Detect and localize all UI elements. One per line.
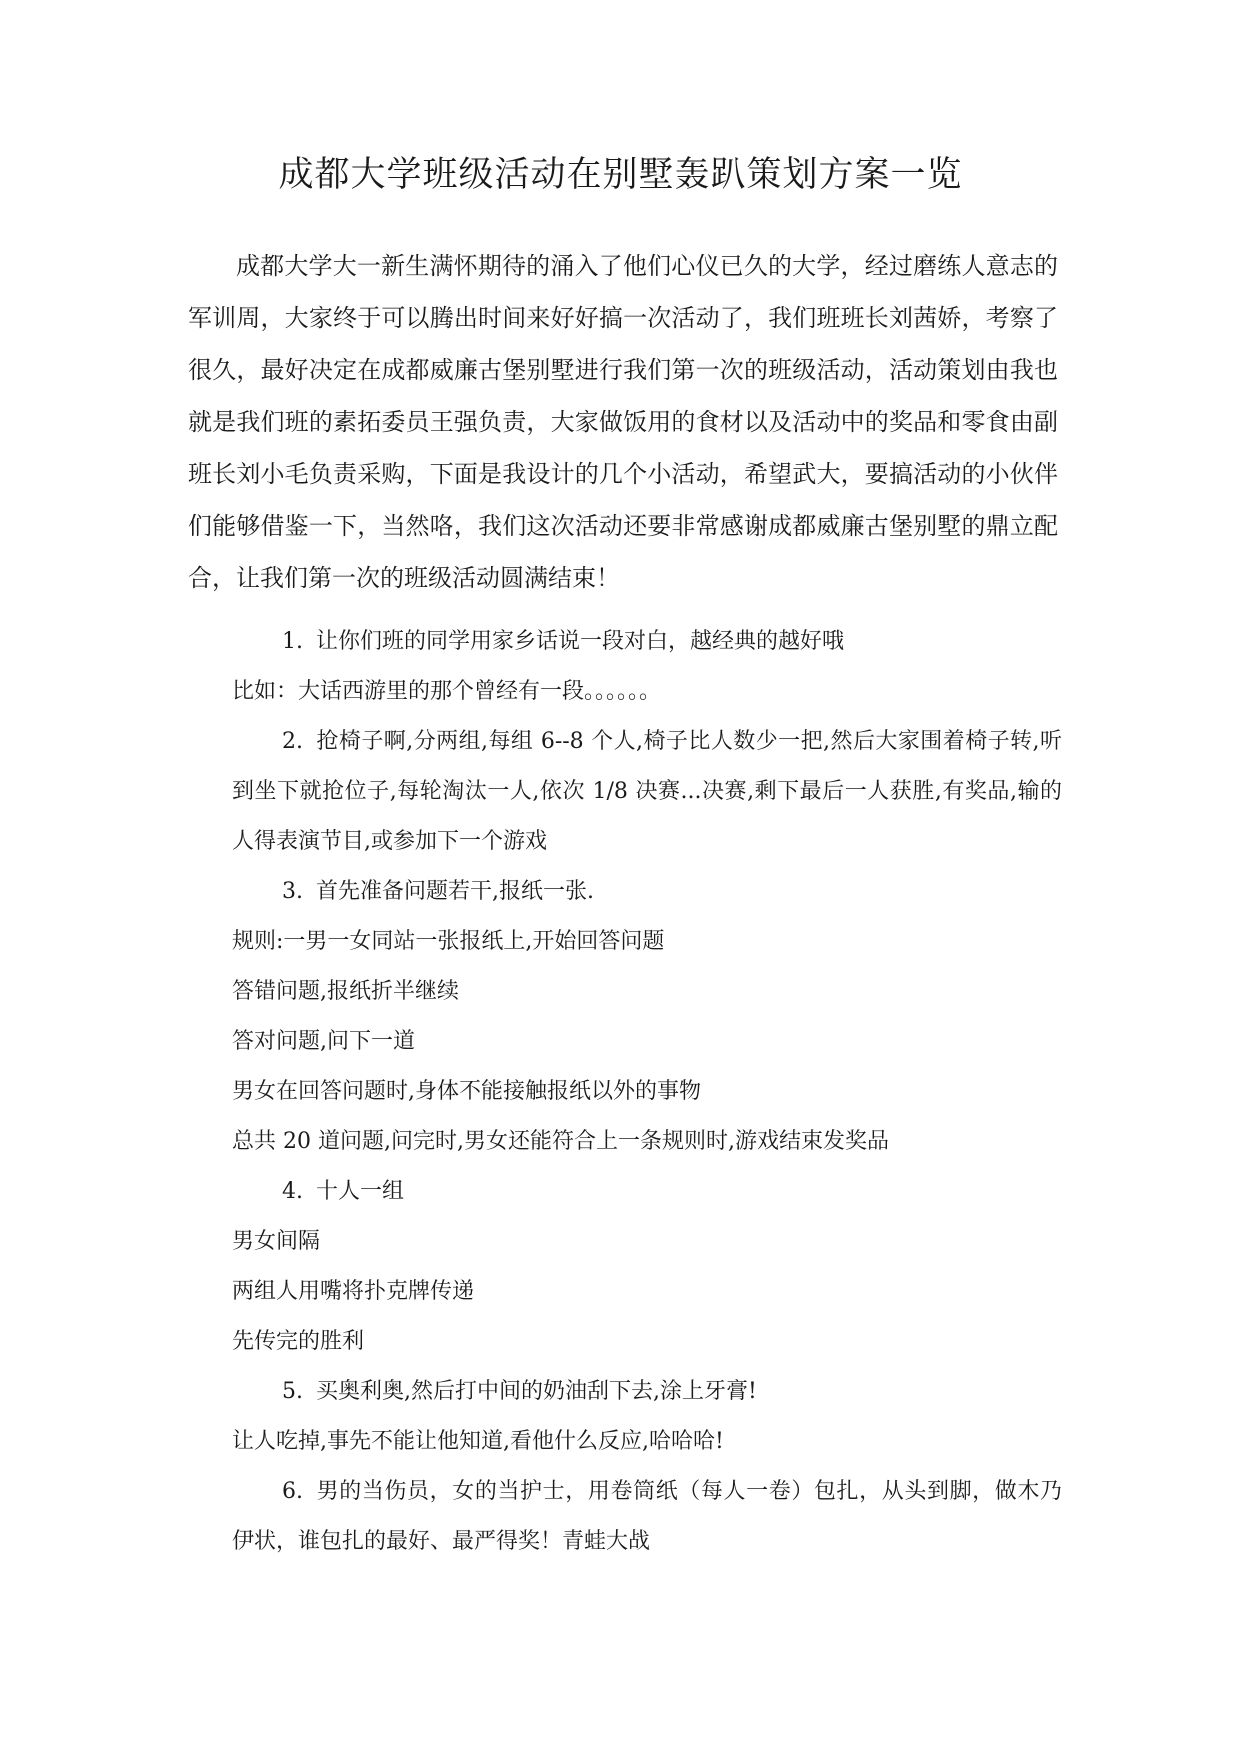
list-item: [232, 1167, 1062, 1217]
list-item: [232, 1367, 1062, 1417]
item-detail: 男女间隔: [232, 1229, 321, 1254]
item-detail: 规则:一男一女同站一张报纸上,开始回答问题: [232, 929, 665, 954]
list-item: [232, 717, 1062, 867]
item-detail: 答对问题,问下一道: [232, 1029, 415, 1054]
item-detail: 答错问题,报纸折半继续: [232, 979, 459, 1004]
item-text: 抢椅子啊,分两组,每组 6--8 个人,椅子比人数少一把,然后大家围着椅子转,听到坐下就抢位子,每轮淘汰一人,依次 1/8 决赛...决赛,剩下最后一人获胜,有奖品,输的人得表演节目,或参加下一个游戏: [232, 729, 1062, 854]
item-detail: 先传完的胜利: [232, 1329, 365, 1354]
document-title: 成都大学班级活动在别墅轰趴策划方案一览: [278, 155, 963, 195]
intro-paragraph: 成都大学大一新生满怀期待的涌入了他们心仪已久的大学，经过磨练人意志的军训周，大家终于可以腾出时间来好好搞一次活动了，我们班班长刘茜娇，考察了很久，最好决定在成都威廉古堡别墅进行我们第一次的班级活动，活动策划由我也就是我们班的素拓委员王强负责，大家做饭用的食材以及活动中的奖品和零食由副班长刘小毛负责采购，下面是我设计的几个小活动，希望武大，要搞活动的小伙伴们能够借鉴一下，当然咯，我们这次活动还要非常感谢成都威廉古堡别墅的鼎立配合，让我们第一次的班级活动圆满结束！: [188, 252, 1058, 592]
item-number: 6.: [282, 1479, 303, 1504]
list-item: [232, 1467, 1062, 1567]
item-detail: 让人吃掉,事先不能让他知道,看他什么反应,哈哈哈!: [232, 1429, 724, 1454]
item-detail: 比如：大话西游里的那个曾经有一段。。。。。。: [232, 679, 662, 704]
item-number: 4.: [282, 1179, 303, 1204]
item-text: 男的当伤员，女的当护士，用卷筒纸（每人一卷）包扎，从头到脚，做木乃伊状，谁包扎的最好、最严得奖！青蛙大战: [232, 1479, 1062, 1554]
item-text: 让你们班的同学用家乡话说一段对白，越经典的越好哦: [316, 629, 845, 654]
item-number: 2.: [282, 729, 303, 754]
item-number: 5.: [282, 1379, 303, 1404]
list-item: [232, 617, 1062, 667]
list-item: [232, 867, 1062, 917]
item-detail: 两组人用嘴将扑克牌传递: [232, 1279, 475, 1304]
item-detail: 总共 20 道问题,问完时,男女还能符合上一条规则时,游戏结束发奖品: [232, 1129, 889, 1154]
item-detail: 男女在回答问题时,身体不能接触报纸以外的事物: [232, 1079, 701, 1104]
item-number: 1.: [282, 629, 303, 654]
item-text: 买奥利奥,然后打中间的奶油刮下去,涂上牙膏!: [316, 1379, 757, 1404]
item-text: 首先准备问题若干,报纸一张.: [316, 879, 594, 904]
activity-list: [232, 617, 1062, 1567]
item-number: 3.: [282, 879, 303, 904]
item-text: 十人一组: [316, 1179, 405, 1204]
